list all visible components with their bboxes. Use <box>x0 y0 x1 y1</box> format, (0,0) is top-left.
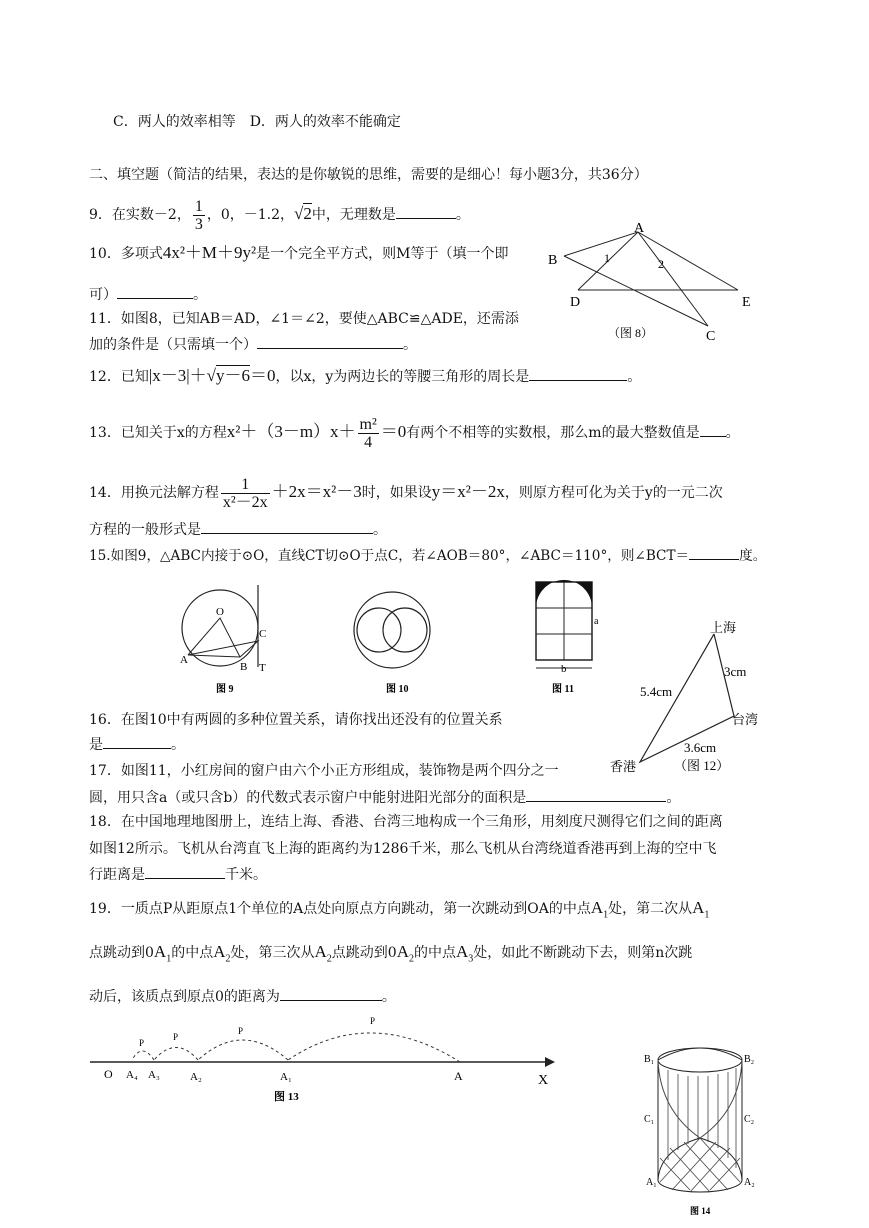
answer-blank-16[interactable] <box>103 734 171 749</box>
caption: 图 9 <box>216 684 234 695</box>
question-16-cont <box>89 734 185 755</box>
figure-9-svg <box>178 585 270 697</box>
label-angle-2: 2 <box>658 257 664 271</box>
caption: 图 10 <box>386 684 409 695</box>
eq-zero: ＝0 <box>249 366 276 385</box>
figure-14-svg <box>640 1040 760 1220</box>
q14-text-d: 方程的一般形式是 <box>89 522 201 538</box>
label-b: b <box>561 663 567 675</box>
q14-text-b: 时，如果设 <box>361 485 432 501</box>
label-a2: A₂ <box>190 1071 202 1083</box>
label-a: a <box>594 616 599 627</box>
q14-text-c: ，则原方程可化为关于y的一元二次 <box>504 485 723 501</box>
sqrt-two: √2 <box>294 204 312 223</box>
q9-text-c: 中，无理数是 <box>311 207 396 223</box>
point-index: 3 <box>468 953 474 965</box>
label-shanghai: 上海 <box>710 620 737 635</box>
question-11: 11．如图8，已知AB＝AD，∠1＝∠2，要使△ABC≌△ADE，还需添 <box>89 311 519 327</box>
question-18-cont: 如图12所示。飞机从台湾直飞上海的距离约为1286千米，那么飞机从台湾绕道香港再到上海的空中飞 <box>89 841 717 857</box>
label-c: C <box>259 628 267 640</box>
arrow-head <box>545 1057 555 1067</box>
label-taiwan: 台湾 <box>732 712 759 727</box>
question-9 <box>89 197 470 231</box>
poly-expression: 4x²＋M＋9y² <box>162 243 257 262</box>
q10-text-c: 可） <box>89 287 117 303</box>
point-letter: A <box>455 942 469 961</box>
point-letter: A <box>396 942 409 961</box>
caption: 图 14 <box>690 1206 711 1216</box>
question-19-cont2 <box>89 986 396 1007</box>
period: 。 <box>666 790 681 806</box>
period: 。 <box>725 425 740 441</box>
point-a3 <box>455 942 474 965</box>
fraction-one-third <box>193 198 205 233</box>
sqrt-radicand: y－6 <box>215 366 250 385</box>
question-14 <box>89 470 723 514</box>
point-index: 2 <box>225 953 231 965</box>
eq-zero: ＝0 <box>380 422 407 441</box>
frac-num: m² <box>359 415 377 433</box>
point-letter: A <box>692 898 705 917</box>
answer-blank-18[interactable] <box>145 864 225 879</box>
question-10 <box>89 243 508 264</box>
q14-equation-rest: ＋2x＝x²－3 <box>271 482 362 501</box>
caption: （图 12） <box>674 758 730 773</box>
question-18: 18．在中国地理地图册上，连结上海、香港、台湾三地构成一个三角形，用刻度尺测得它们之间的距离 <box>89 814 723 830</box>
label-c2: C₂ <box>744 1114 755 1125</box>
label-b: B <box>240 661 248 673</box>
q19-text-g: 的中点 <box>413 945 456 961</box>
period: 。 <box>381 989 396 1005</box>
answer-blank-10[interactable] <box>117 284 193 299</box>
q13-text-a: 13．已知关于x的方程 <box>89 425 227 441</box>
figure-14 <box>640 1040 760 1220</box>
frac-den: 4 <box>364 433 373 451</box>
q16-text-b: 是 <box>89 737 103 753</box>
q17-text-b: 圆，用只含a（或只含b）的代数式表示窗户中能射进阳光部分的面积是 <box>89 790 527 806</box>
answer-blank-12[interactable] <box>529 366 627 381</box>
q12-text-a: 12．已知 <box>89 369 149 385</box>
answer-blank-14[interactable] <box>201 519 373 534</box>
seg-ac <box>638 232 708 326</box>
label-p: P <box>238 1026 244 1036</box>
label-c1: C₁ <box>644 1114 655 1125</box>
label-a4: A₄ <box>126 1069 138 1081</box>
point-a1 <box>590 898 609 921</box>
q19-text-f: 点跳动到0 <box>331 945 397 961</box>
figure-10-svg <box>350 590 434 700</box>
fraction-q14 <box>221 476 270 511</box>
q14-substitution: y＝x²－2x <box>431 482 505 501</box>
bottom-ellipse <box>658 1180 742 1192</box>
point-letter: A <box>590 898 604 917</box>
answer-blank-9[interactable] <box>396 204 456 219</box>
jump-4 <box>132 1051 154 1060</box>
distance-sh-hk: 5.4cm <box>640 684 673 699</box>
jump-2 <box>198 1040 288 1060</box>
label-a: A <box>634 221 645 236</box>
label-t: T <box>259 662 266 674</box>
question-15 <box>89 545 766 566</box>
point-letter: A <box>153 942 167 961</box>
figure-11-svg <box>522 580 602 698</box>
abs-expression: |x－3|＋√y－6＝0 <box>148 366 276 385</box>
choice-line: C．两人的效率相等 D．两人的效率不能确定 <box>113 114 401 130</box>
label-a: A <box>454 1069 463 1083</box>
left-circle <box>357 608 401 652</box>
period: 。 <box>373 522 387 538</box>
sqrt-two-radicand: 2 <box>303 204 312 223</box>
q9-text-a: 9．在实数－2， <box>89 207 191 223</box>
figure-8 <box>546 221 758 348</box>
figure-10 <box>350 590 434 700</box>
question-19-cont <box>89 942 692 969</box>
answer-blank-13[interactable] <box>700 422 726 437</box>
point-index: 2 <box>408 953 414 965</box>
jump-3 <box>154 1048 198 1061</box>
frac-den: x²－2x <box>222 493 268 511</box>
question-18-cont2 <box>89 864 267 885</box>
period: 。 <box>403 337 417 353</box>
label-b1: B₁ <box>644 1054 655 1065</box>
point-a1 <box>692 898 710 921</box>
q19-text-d: 的中点 <box>171 945 214 961</box>
figure-13-svg <box>90 1010 560 1110</box>
q19-text-c: 点跳动到0 <box>89 945 154 961</box>
distance-sh-tw: 3cm <box>724 664 747 679</box>
period: 。 <box>627 369 642 385</box>
q19-text-b: 处，第二次从 <box>608 901 693 917</box>
point-letter: A <box>314 942 327 961</box>
right-circle <box>383 608 427 652</box>
figure-8-svg <box>546 221 758 348</box>
point-letter: A <box>213 942 226 961</box>
question-14-cont <box>89 519 387 540</box>
q15-end: 度。 <box>739 548 767 564</box>
point-index: 1 <box>166 953 172 965</box>
caption: （图 8） <box>608 326 654 340</box>
point-a2 <box>314 942 332 965</box>
q9-text-b: ，0，－1.2， <box>206 207 294 223</box>
answer-blank-19[interactable] <box>280 986 382 1001</box>
frac-den: 3 <box>194 215 203 233</box>
point-a1 <box>153 942 172 965</box>
point-index: 1 <box>704 909 710 921</box>
label-a2: A₂ <box>744 1177 755 1188</box>
answer-blank-11[interactable] <box>257 334 403 349</box>
distance-hk-tw: 3.6cm <box>684 740 717 755</box>
question-13 <box>89 410 740 454</box>
q19-text-e: 处，第三次从 <box>230 945 315 961</box>
period: 。 <box>455 207 470 223</box>
circle-o <box>182 590 258 666</box>
label-p: P <box>173 1032 179 1042</box>
question-12 <box>89 366 641 387</box>
top-arc <box>658 1048 742 1060</box>
frac-num: 1 <box>194 197 203 215</box>
period: 。 <box>171 737 185 753</box>
q11-text-b: 加的条件是（只需填一个） <box>89 337 257 353</box>
label-d: D <box>570 295 581 310</box>
period: 。 <box>193 287 207 303</box>
figure-12 <box>610 618 780 778</box>
angle-aob <box>188 618 240 657</box>
caption: 图 13 <box>274 1091 299 1103</box>
q15-text: 15.如图9，△ABC内接于⊙O，直线CT切⊙O于点C，若∠AOB＝80°，∠ABC＝110°，则∠BCT＝ <box>89 548 690 564</box>
label-o: O <box>104 1067 113 1081</box>
point-index: 2 <box>326 953 332 965</box>
label-p: P <box>370 1016 376 1026</box>
point-a2 <box>396 942 414 965</box>
q14-text-a: 14．用换元法解方程 <box>89 485 219 501</box>
label-a3: A₃ <box>148 1069 160 1081</box>
label-p: P <box>139 1038 145 1048</box>
question-17-cont <box>89 787 680 808</box>
label-a: A <box>180 654 188 666</box>
seg-bc <box>564 256 708 326</box>
label-hongkong: 香港 <box>610 759 637 774</box>
question-16: 16．在图10中有两圆的多种位置关系，请你找出还没有的位置关系 <box>89 712 503 728</box>
q18-text-d: 千米。 <box>225 867 267 883</box>
point-index: 1 <box>603 909 609 921</box>
seg-ab <box>564 232 638 256</box>
q12-text-b: ，以x，y为两边长的等腰三角形的周长是 <box>275 369 530 385</box>
q13-equation: x²＋（3－m）x＋ <box>226 422 356 441</box>
figure-13 <box>90 1010 560 1110</box>
caption: 图 11 <box>552 684 574 695</box>
question-17: 17．如图11，小红房间的窗户由六个小正方形组成，装饰物是两个四分之一 <box>89 763 559 779</box>
question-19 <box>89 898 709 925</box>
q10-text-b: 是一个完全平方式，则M等于（填一个即 <box>256 246 509 262</box>
answer-blank-17[interactable] <box>526 787 666 802</box>
q19-text-h: 处，如此不断跳动下去，则第n次跳 <box>473 945 693 961</box>
label-o: O <box>216 606 224 618</box>
fraction-m2-over-4 <box>358 416 379 451</box>
jump-1 <box>288 1033 460 1062</box>
answer-blank-15[interactable] <box>689 545 739 560</box>
label-angle-1: 1 <box>604 251 610 265</box>
question-11-cont <box>89 334 417 355</box>
section-heading: 二、填空题（简洁的结果，表达的是你敏锐的思维，需要的是细心！每小题3分，共36分） <box>89 167 648 183</box>
seg-ae <box>638 232 738 290</box>
outer-circle <box>354 592 430 668</box>
label-e: E <box>742 295 751 310</box>
q13-text-b: 有两个不相等的实数根，那么m的最大整数值是 <box>406 425 700 441</box>
q18-text-c: 行距离是 <box>89 867 145 883</box>
q10-text-a: 10．多项式 <box>89 246 163 262</box>
label-a1: A₁ <box>280 1071 292 1083</box>
abs-inner: x－3 <box>152 366 187 385</box>
figure-12-svg <box>610 618 780 778</box>
label-c: C <box>706 329 716 344</box>
label-b2: B₂ <box>744 1054 755 1065</box>
q19-text-i: 动后，该质点到原点0的距离为 <box>89 989 280 1005</box>
figure-11 <box>522 580 602 698</box>
frac-num: 1 <box>221 476 270 494</box>
label-a1: A₁ <box>646 1177 657 1188</box>
point-a2 <box>213 942 231 965</box>
figure-9 <box>178 585 270 697</box>
top-ellipse <box>658 1048 742 1072</box>
label-x: X <box>538 1073 549 1088</box>
question-10-cont <box>89 284 207 305</box>
q19-text-a: 19．一质点P从距原点1个单位的A点处向原点方向跳动，第一次跳动到OA的中点 <box>89 901 591 917</box>
label-b: B <box>548 253 558 268</box>
